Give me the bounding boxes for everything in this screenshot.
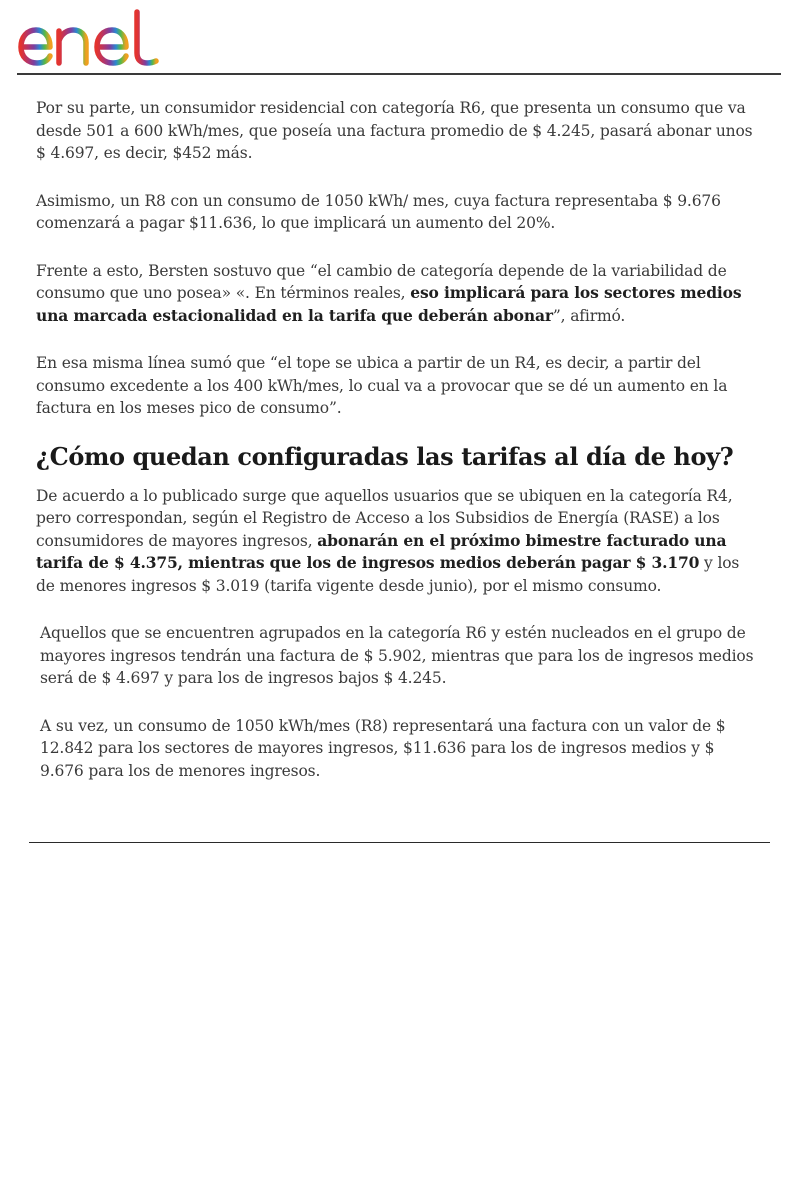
paragraph-text: Frente a esto, Bersten sostuvo que “el cambio de categoría depende de la variabilidad de consumo que uno posea» «. En términos reales, <box>36 261 727 302</box>
paragraph: En esa misma línea sumó que “el tope se ubica a partir de un R4, es decir, a partir del consumo excedente a los 400 kWh/mes, lo cual va a provocar que se dé un aumento en la factura en los meses pico de consumo”. <box>36 354 728 417</box>
paragraph: Aquellos que se encuentren agrupados en la categoría R6 y estén nucleados en el grupo de mayores ingresos tendrán una factura de $ 5.902, mientras que para los de ingresos medios será de $ 4.697 y para los de ingresos bajos $ 4.245. <box>40 624 754 687</box>
footer-divider <box>29 842 770 843</box>
enel-logo[interactable] <box>17 9 169 67</box>
paragraph <box>36 485 756 598</box>
bold-text: eso implicará para los sectores medios una marcada estacionalidad en la tarifa que deberán abonar <box>36 283 742 325</box>
paragraph: A su vez, un consumo de 1050 kWh/mes (R8) representará una factura con un valor de $ 12.842 para los sectores de mayores ingresos, $11.636 para los de ingresos medios y $ 9.676 para los de menores ingresos. <box>40 716 726 780</box>
page-header <box>17 0 781 75</box>
section-heading: ¿Cómo quedan configuradas las tarifas al día de hoy? <box>36 441 734 471</box>
article-body <box>36 97 756 807</box>
paragraph-text: y los de menores ingresos $ 3.019 (tarifa vigente desde junio), por el mismo consumo. <box>36 554 740 595</box>
paragraph-text: ”, afirmó. <box>552 306 626 325</box>
paragraph-text: De acuerdo a lo publicado surge que aquellos usuarios que se ubiquen en la categoría R4, pero correspondan, según el Registro de Acceso a los Subsidios de Energía (RASE) a los consumidores de mayores ingresos, <box>36 486 733 550</box>
bold-text: abonarán en el próximo bimestre facturado una tarifa de $ 4.375, mientras que los de ingresos medios deberán pagar $ 3.170 <box>36 530 727 572</box>
paragraph: Por su parte, un consumidor residencial con categoría R6, que presenta un consumo que va desde 501 a 600 kWh/mes, que poseía una factura promedio de $ 4.245, pasará abonar unos $ 4.697, es decir, $452 más. <box>36 99 753 162</box>
paragraph <box>36 260 756 328</box>
paragraph: Asimismo, un R8 con un consumo de 1050 kWh/ mes, cuya factura representaba $ 9.676 comenzará a pagar $11.636, lo que implicará un aumento del 20%. <box>36 191 721 232</box>
